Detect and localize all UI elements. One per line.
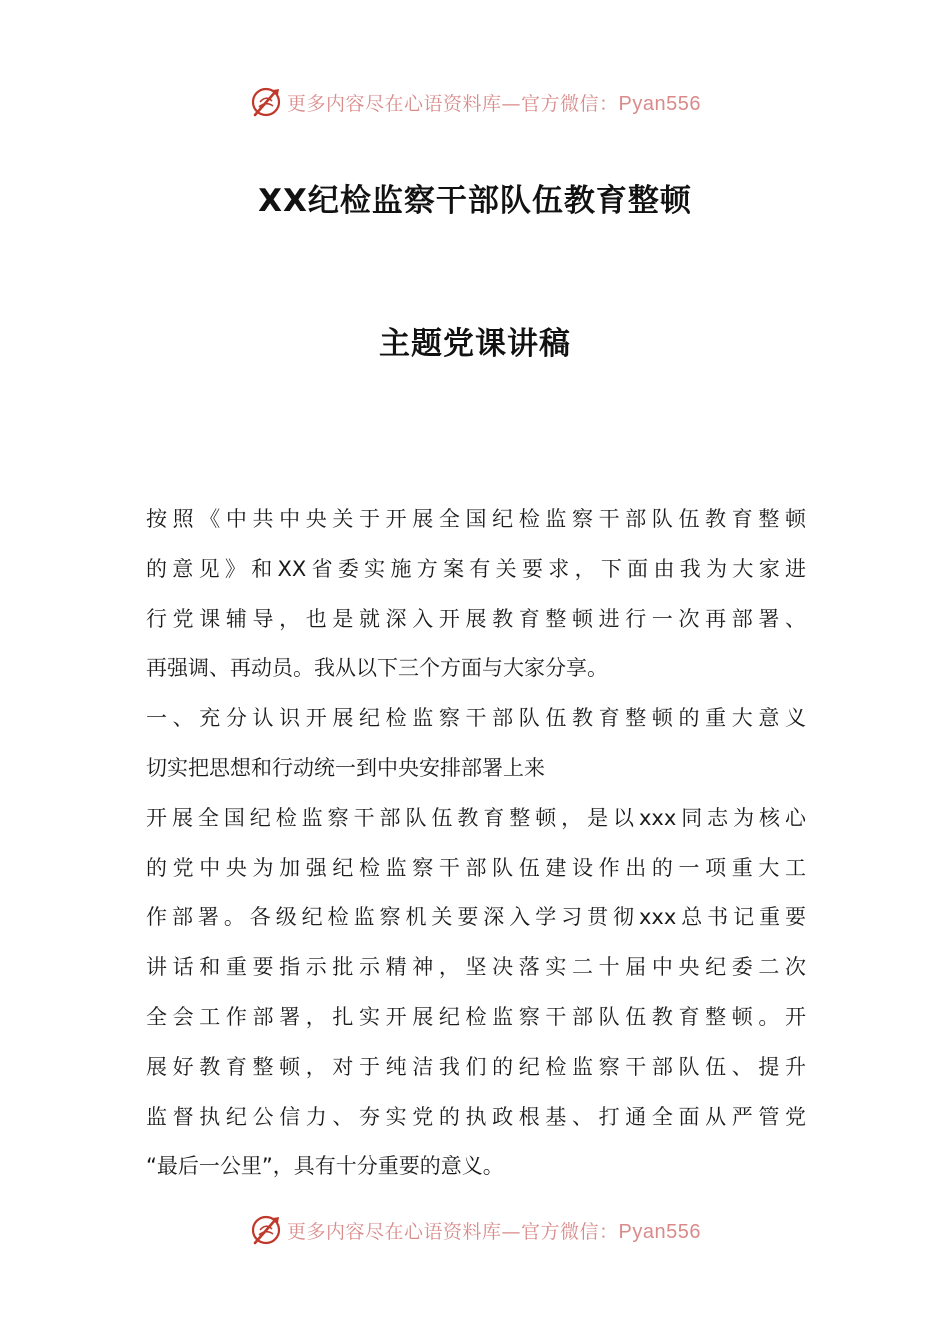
footer-watermark xyxy=(0,1210,950,1250)
document-title: XX纪检监察干部队伍教育整顿 xyxy=(258,183,692,219)
paragraph-line: 展好教育整顿，对于纯洁我们的纪检监察干部队伍、提升 xyxy=(146,1054,806,1079)
paragraph-line: 监督执纪公信力、夯实党的执政根基、打通全面从严管党 xyxy=(146,1104,806,1129)
paragraph-line: 行党课辅导，也是就深入开展教育整顿进行一次再部署、 xyxy=(146,606,806,631)
paragraph-line: 再强调、再动员。我从以下三个方面与大家分享。 xyxy=(146,656,608,681)
watermark-text-cn: 更多内容尽在心语资料库—官方微信： xyxy=(287,1220,619,1243)
paragraph-line: 开展全国纪检监察干部队伍教育整顿，是以xxx同志为核心 xyxy=(146,805,806,830)
document-subtitle: 主题党课讲稿 xyxy=(379,326,571,362)
paragraph-line: 作部署。各级纪检监察机关要深入学习贯彻xxx总书记重要 xyxy=(146,905,806,930)
section-heading-line: 切实把思想和行动统一到中央安排部署上来 xyxy=(146,755,545,780)
paragraph-line: 讲话和重要指示批示精神，坚决落实二十届中央纪委二次 xyxy=(146,955,806,980)
paragraph-line: 的党中央为加强纪检监察干部队伍建设作出的一项重大工 xyxy=(146,855,806,880)
header-watermark xyxy=(0,82,950,122)
pen-logo-icon xyxy=(249,85,283,119)
watermark-text-en: Pyan556 xyxy=(618,92,701,115)
paragraph-line: “最后一公里”，具有十分重要的意义。 xyxy=(146,1154,504,1179)
paragraph-line: 的意见》和XX省委实施方案有关要求，下面由我为大家进 xyxy=(146,556,806,581)
body-text xyxy=(146,495,806,1192)
paragraph-line: 按照《中共中央关于开展全国纪检监察干部队伍教育整顿 xyxy=(146,507,806,531)
pen-logo-icon xyxy=(249,1213,283,1247)
watermark-text-cn: 更多内容尽在心语资料库—官方微信： xyxy=(287,92,619,115)
paragraph-line: 全会工作部署，扎实开展纪检监察干部队伍教育整顿。开 xyxy=(146,1004,806,1029)
watermark-text-en: Pyan556 xyxy=(618,1220,701,1243)
section-heading-line: 一、充分认识开展纪检监察干部队伍教育整顿的重大意义 xyxy=(146,706,806,731)
watermark-text xyxy=(287,1217,701,1244)
watermark-text xyxy=(287,89,701,116)
